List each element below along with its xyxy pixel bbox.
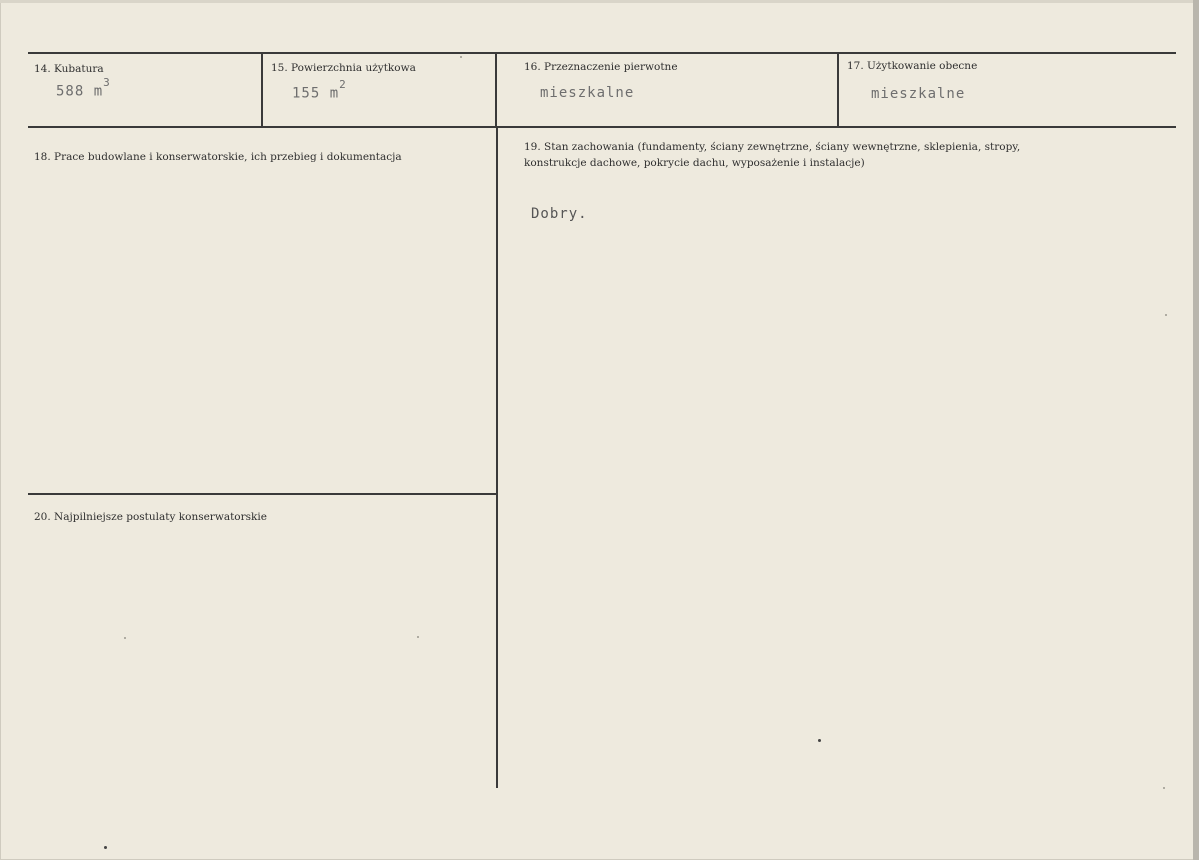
field-14-value-text: 588 m bbox=[56, 83, 104, 100]
paper-speck bbox=[460, 56, 462, 58]
field-17-value: mieszkalne bbox=[871, 86, 966, 102]
field-14-value bbox=[56, 76, 110, 100]
divider-main bbox=[496, 128, 498, 788]
field-18-label: 18. Prace budowlane i konserwatorskie, ich przebieg i dokumentacja bbox=[34, 151, 402, 163]
field-15-unit-power: 2 bbox=[339, 78, 346, 91]
paper-speck bbox=[1165, 314, 1167, 316]
field-16-value: mieszkalne bbox=[540, 85, 635, 101]
divider-16-17 bbox=[837, 53, 839, 127]
paper-speck bbox=[1163, 787, 1165, 789]
field-19-label: 19. Stan zachowania (fundamenty, ściany zewnętrzne, ściany wewnętrzne, sklepienia, stropy, konstrukcje dachowe, pokrycie dachu, wyposażenie i instalacje) bbox=[524, 141, 1021, 169]
rule-left-split bbox=[28, 493, 497, 495]
card-top-edge bbox=[0, 0, 1199, 3]
paper-speck bbox=[417, 636, 419, 638]
field-17-label: 17. Użytkowanie obecne bbox=[847, 60, 978, 72]
paper-mark bbox=[818, 739, 821, 742]
field-16-label: 16. Przeznaczenie pierwotne bbox=[524, 61, 678, 73]
field-15-label: 15. Powierzchnia użytkowa bbox=[271, 62, 416, 74]
divider-15-16 bbox=[495, 53, 497, 127]
rule-top bbox=[28, 52, 1176, 54]
paper-mark bbox=[104, 846, 107, 849]
field-15-value-text: 155 m bbox=[292, 85, 340, 102]
paper-speck bbox=[124, 637, 126, 639]
divider-14-15 bbox=[261, 53, 263, 127]
field-14-label: 14. Kubatura bbox=[34, 63, 104, 75]
rule-row-1 bbox=[28, 126, 1176, 128]
field-15-value bbox=[292, 78, 346, 102]
field-14-unit-power: 3 bbox=[103, 76, 110, 89]
field-20-label: 20. Najpilniejsze postulaty konserwatorskie bbox=[34, 511, 267, 523]
card-right-edge bbox=[1193, 0, 1199, 860]
field-19-value: Dobry. bbox=[531, 206, 588, 222]
